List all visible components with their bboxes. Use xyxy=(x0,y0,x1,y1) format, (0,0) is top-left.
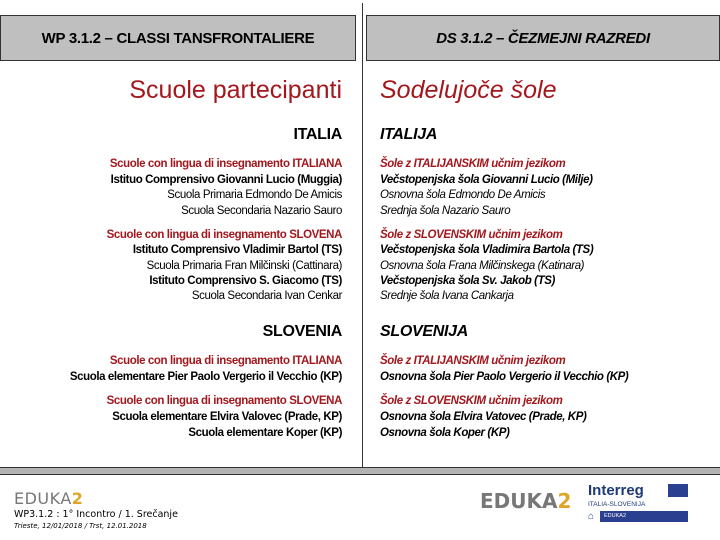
eduka2-logo-large xyxy=(480,489,571,513)
country-heading-slovenia: SLOVENIJA xyxy=(380,323,468,340)
logo-num: 2 xyxy=(71,489,84,508)
group-heading: Šole z ITALIJANSKIM učnim jezikom xyxy=(380,158,566,170)
school-item: Scuola Secondaria Nazario Sauro xyxy=(181,204,342,217)
footer-bar xyxy=(0,467,720,475)
country-heading-italy: ITALIJA xyxy=(380,126,438,143)
interreg-sub: ITALIA-SLOVENIJA xyxy=(588,501,646,508)
school-item: Osnovna šola Edmondo De Amicis xyxy=(380,189,546,201)
logo-num: 2 xyxy=(557,489,572,513)
school-item: Večstopenjska šola Giovanni Lucio (Milje) xyxy=(380,173,593,186)
school-item: Osnovna šola Pier Paolo Vergerio il Vecchio (KP) xyxy=(380,371,629,383)
school-item: Istituo Comprensivo Giovanni Lucio (Muggia) xyxy=(110,173,342,186)
interreg-logo xyxy=(588,482,690,532)
eu-flag-icon xyxy=(668,484,688,497)
column-divider xyxy=(362,3,363,468)
school-item: Osnovna šola Elvira Vatovec (Prade, KP) xyxy=(380,411,587,423)
school-item: Scuola Primaria Fran Milčinski (Cattinara) xyxy=(146,259,342,272)
school-item: Večstopenjska šola Sv. Jakob (TS) xyxy=(380,274,555,287)
group-heading: Šole z SLOVENSKIM učnim jezikom xyxy=(380,229,563,241)
group-heading: Šole z SLOVENSKIM učnim jezikom xyxy=(380,395,563,407)
school-item: Osnovna šola Koper (KP) xyxy=(380,427,510,439)
school-item: Scuola elementare Elvira Valovec (Prade, KP) xyxy=(112,411,342,423)
logo-text: EDUKA xyxy=(480,489,558,513)
section-title: Scuole partecipanti xyxy=(129,76,342,104)
group-heading: Scuole con lingua di insegnamento ITALIANA xyxy=(109,158,342,170)
section-title: Sodelujoče šole xyxy=(380,76,557,104)
country-heading-italy: ITALIA xyxy=(293,126,342,143)
interreg-project: EDUKA2 xyxy=(600,511,688,522)
group-heading: Scuole con lingua di insegnamento SLOVENA xyxy=(106,395,342,407)
group-heading: Šole z ITALIJANSKIM učnim jezikom xyxy=(380,355,566,367)
footer-date: Trieste, 12/01/2018 / Trst, 12.01.2018 xyxy=(14,522,147,530)
eduka2-logo-small xyxy=(14,489,83,508)
footer-meeting: WP3.1.2 : 1° Incontro / 1. Srečanje xyxy=(14,509,178,520)
school-item: Istituto Comprensivo S. Giacomo (TS) xyxy=(149,274,342,287)
school-item: Srednja šola Nazario Sauro xyxy=(380,204,511,217)
school-item: Scuola elementare Koper (KP) xyxy=(188,427,342,439)
group-heading: Scuole con lingua di insegnamento SLOVENA xyxy=(106,229,342,241)
school-item: Scuola Primaria Edmondo De Amicis xyxy=(167,189,342,201)
school-item: Osnovna šola Frana Milčinskega (Katinara) xyxy=(380,259,585,272)
group-heading: Scuole con lingua di insegnamento ITALIANA xyxy=(109,355,342,367)
header-right: DS 3.1.2 – ČEZMEJNI RAZREDI xyxy=(366,15,720,61)
country-heading-slovenia: SLOVENIA xyxy=(262,323,342,340)
school-item: Srednje šola Ivana Cankarja xyxy=(380,290,514,303)
school-item: Istituto Comprensivo Vladimir Bartol (TS) xyxy=(132,244,342,257)
school-item: Scuola Secondaria Ivan Cenkar xyxy=(191,290,342,303)
school-item: Scuola elementare Pier Paolo Vergerio il Vecchio (KP) xyxy=(69,371,342,383)
header-left: WP 3.1.2 – CLASSI TANSFRONTALIERE xyxy=(0,15,356,61)
logo-text: EDUKA xyxy=(14,489,72,508)
interreg-word: Interreg xyxy=(588,482,644,499)
house-icon: ⌂ xyxy=(588,511,595,522)
school-item: Večstopenjska šola Vladimira Bartola (TS) xyxy=(380,244,594,257)
